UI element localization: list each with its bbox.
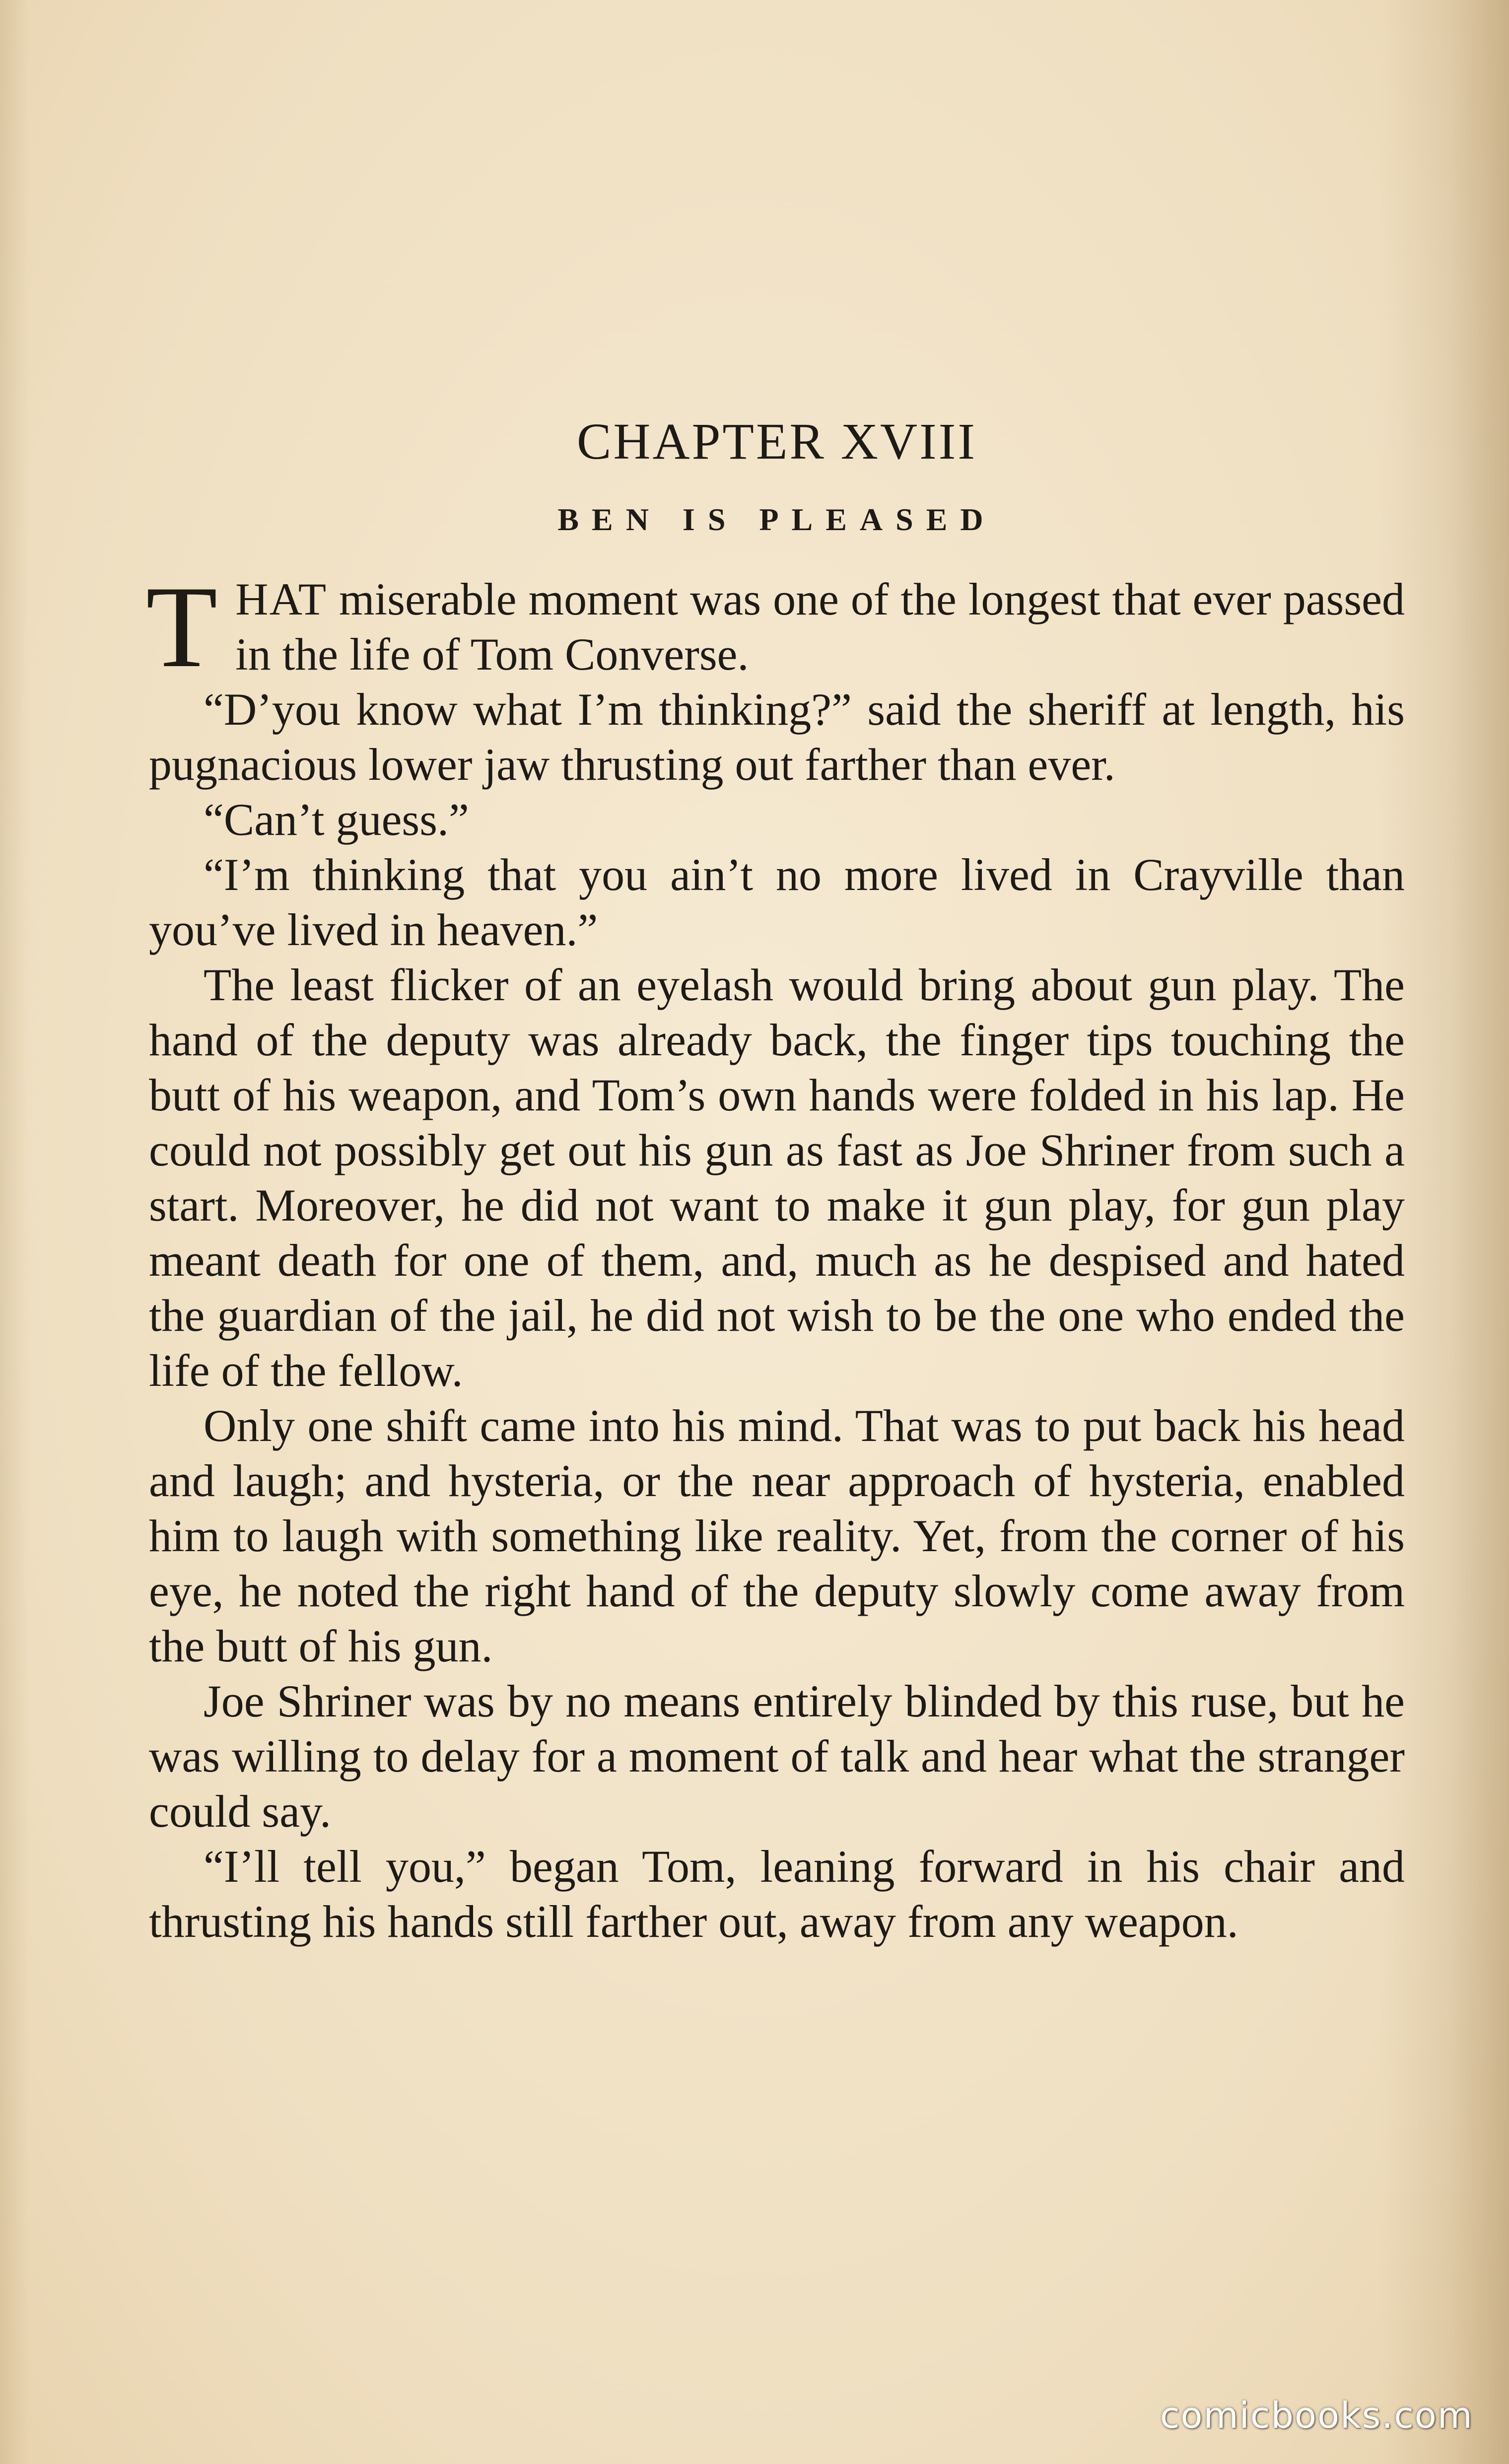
chapter-body (146, 562, 1405, 1949)
paragraph-7: Joe Shriner was by no means entirely blinded by this ruse, but he was willing to delay for a moment of talk and hear what the stranger could say. (149, 1676, 1405, 1837)
paragraph-2: “D’you know what I’m thinking?” said the sheriff at length, his pugnacious lower jaw thrusting out farther than ever. (149, 684, 1405, 790)
paragraph-3: “Can’t guess.” (204, 794, 469, 845)
paragraph-1-text: miserable moment was one of the longest that ever passed in the life of Tom Converse. (235, 574, 1405, 680)
paragraph-5: The least flicker of an eyelash would bring about gun play. The hand of the deputy was already back, the finger tips touching the butt of his weapon, and Tom’s own hands were folded in his lap. He could not possibly get out his gun as fast as Joe Shriner from such a start. Moreover, he did not want to make it gun play, for gun play meant death for one of them, and, much as he despised and hated the guardian of the jail, he did not wish to be the one who ended the life of the fellow. (149, 959, 1405, 1396)
drop-cap: T (146, 562, 218, 692)
book-page (146, 407, 1405, 1949)
chapter-subtitle: BEN IS PLEASED (557, 502, 996, 537)
watermark: comicbooks.com (1160, 2395, 1473, 2436)
paragraph-4: “I’m thinking that you ain’t no more lived in Crayville than you’ve lived in heaven.” (149, 849, 1405, 955)
lead-in: HAT (235, 574, 328, 624)
paragraph-8: “I’ll tell you,” began Tom, leaning forward in his chair and thrusting his hands still farther out, away from any weapon. (149, 1841, 1405, 1947)
paragraph-1 (146, 562, 1405, 692)
paragraph-6: Only one shift came into his mind. That was to put back his head and laugh; and hysteria, or the near approach of hysteria, enabled him to laugh with something like reality. Yet, from the corner of his eye, he noted the right hand of the deputy slowly come away from the butt of his gun. (149, 1400, 1405, 1671)
chapter-title: CHAPTER XVIII (577, 413, 977, 470)
